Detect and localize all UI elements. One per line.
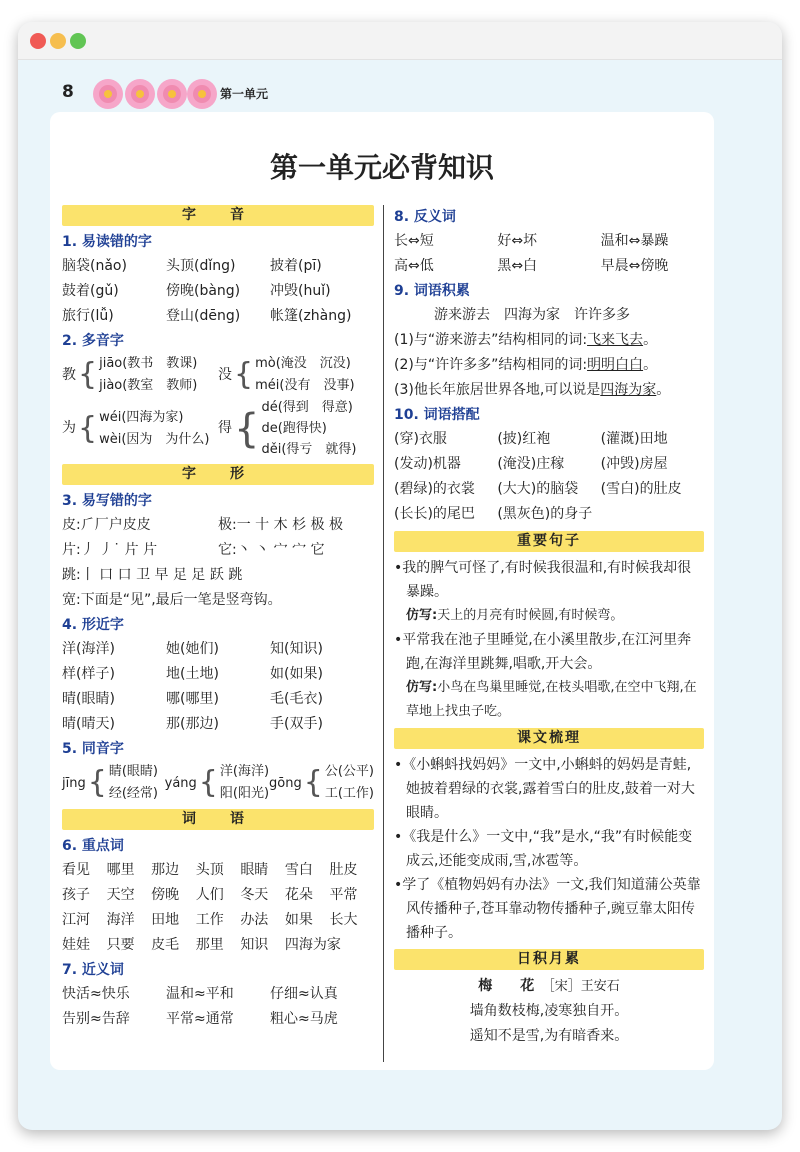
list-row: 旅行(lǚ) 登山(dēng) 帐篷(zhàng) [62, 308, 352, 324]
list-row: 样(样子) 地(土地) 如(如果) [62, 666, 323, 682]
imitation-1: 仿写:天上的月亮有时候圆,有时候弯。 [406, 608, 624, 623]
document-page [50, 112, 714, 1070]
list-row: 晴(晴天) 那(那边) 手(双手) [62, 716, 323, 732]
brace-icon: { [234, 405, 260, 452]
kewen-paragraph-2: •《我是什么》一文中,“我”是水,“我”有时候能变成云,还能变成雨,雪,冰雹等。 [394, 829, 693, 869]
heading-collocations: 10. 词语搭配 [394, 407, 480, 423]
list-row: 快活≈快乐 温和≈平和 仔细≈认真 [62, 986, 338, 1002]
poem-line-2: 遥知不是雪,为有暗香来。 [469, 1028, 629, 1044]
heading-word-accumulation: 9. 词语积累 [394, 283, 470, 299]
flower-decoration-icon [90, 76, 230, 112]
accumulation-q2: (2)与“许许多多”结构相同的词:明明白白。 [394, 357, 658, 373]
close-window-button[interactable] [30, 33, 46, 49]
list-row: 脑袋(nǎo) 头顶(dǐng) 披着(pī) [62, 258, 322, 274]
polyphone-char: 没 [218, 366, 232, 383]
heading-homophones: 5. 同音字 [62, 741, 124, 757]
poem-title-line: 梅 花 ［宋］王安石 [478, 978, 620, 994]
heading-miswritten: 3. 易写错的字 [62, 493, 152, 509]
list-row: (发动)机器 (淹没)庄稼 (冲毁)房屋 [394, 456, 668, 472]
page-title: 第一单元必背知识 [269, 151, 494, 184]
column-divider [383, 205, 384, 1062]
sentence-2: •平常我在池子里睡觉,在小溪里散步,在江河里奔跑,在海洋里跳舞,唱歌,开大会。 [394, 632, 692, 672]
list-row: 鼓着(gǔ) 傍晚(bàng) 冲毁(huǐ) [62, 283, 331, 299]
list-row: (长长)的尾巴 (黑灰色)的身子 [394, 506, 593, 522]
brace-icon: { [78, 357, 98, 392]
brace-icon: { [198, 765, 218, 800]
page-number: 8 [62, 82, 74, 102]
word-row: 娃娃 只要 皮毛 那里 知识 四海为家 [62, 937, 341, 953]
stroke-row: 片:丿 丿˙ 片 片 它:丶 丶 宀 宀 它 [62, 542, 325, 558]
stroke-row: 跳:丨 口 口 卫 早 足 足 跃 跳 [62, 567, 243, 583]
section-banner-kewen: 课文梳理 [394, 728, 704, 749]
list-row: (穿)衣服 (披)红袍 (灌溉)田地 [394, 431, 668, 447]
polyphone-char: 为 [62, 420, 76, 436]
stroke-row: 宽:下面是“见”,最后一笔是竖弯钩。 [62, 592, 282, 608]
section-banner-riji: 日积月累 [394, 949, 704, 970]
polyphone-char: 教 [62, 366, 76, 383]
brace-icon: { [78, 410, 98, 446]
word-row: 孩子 天空 傍晚 人们 冬天 花朵 平常 [62, 887, 358, 903]
kewen-paragraph-1: •《小蝌蚪找妈妈》一文中,小蝌蚪的妈妈是青蛙,她披着碧绿的衣裳,露着雪白的肚皮,鼓着一对大眼睛。 [394, 757, 695, 821]
kewen-paragraph-3: •学了《植物妈妈有办法》一文,我们知道蒲公英靠风传播种子,苍耳靠动物传播种子,豌豆靠太阳传播种子。 [394, 877, 701, 941]
list-row: 晴(眼睛) 哪(哪里) 毛(毛衣) [62, 691, 323, 707]
heading-similar-chars: 4. 形近字 [62, 617, 124, 633]
heading-synonyms: 7. 近义词 [62, 962, 124, 978]
section-banner-ciyu: 词 语 [62, 809, 374, 830]
maximize-window-button[interactable] [70, 33, 86, 49]
heading-key-words: 6. 重点词 [62, 838, 124, 854]
section-banner-ziyin: 字 音 [62, 205, 374, 226]
polyphone-row: 为 { wéi(四海为家) wèi(因为 为什么) 得 { dé(得到 得意) de(跑得快) děi(得亏 就得) [62, 400, 357, 457]
right-column [394, 205, 704, 1049]
list-row: (碧绿)的衣裳 (大大)的脑袋 (雪白)的肚皮 [394, 481, 682, 497]
accumulation-q1: (1)与“游来游去”结构相同的词:飞来飞去。 [394, 332, 658, 348]
word-accumulation-list: 游来游去 四海为家 许许多多 [434, 307, 630, 323]
section-banner-zixing: 字 形 [62, 464, 374, 485]
brace-icon: { [234, 357, 254, 392]
brace-icon: { [87, 765, 107, 800]
polyphone-char: 得 [218, 420, 232, 436]
list-row: 洋(海洋) 她(她们) 知(知识) [62, 641, 323, 657]
poem-line-1: 墙角数枝梅,凌寒独自开。 [469, 1003, 629, 1019]
word-row: 看见 哪里 那边 头顶 眼睛 雪白 肚皮 [62, 862, 358, 878]
title-bar [18, 22, 782, 60]
brace-icon: { [303, 765, 323, 800]
list-row: 长⇔短 好⇔坏 温和⇔暴躁 [394, 233, 669, 249]
homophone-row: jīng { 睛(眼睛) 经(经常) yáng { 洋(海洋) 阳(阳光) gōng { 公(公平) 工(工作) [62, 764, 374, 801]
heading-antonyms: 8. 反义词 [394, 209, 456, 225]
left-column [62, 205, 374, 1032]
heading-polyphone: 2. 多音字 [62, 333, 124, 349]
imitation-2: 仿写:小鸟在鸟巢里睡觉,在枝头唱歌,在空中飞翔,在草地上找虫子吃。 [406, 680, 697, 719]
page-header [62, 76, 362, 112]
list-row: 高⇔低 黑⇔白 早晨⇔傍晚 [394, 258, 669, 274]
list-row: 告别≈告辞 平常≈通常 粗心≈马虎 [62, 1011, 338, 1027]
polyphone-row: 教 { jiāo(教书 教课) jiào(教室 教师) 没 { mò(淹没 沉没) méi(没有 没事) [62, 356, 355, 393]
section-banner-sentences: 重要句子 [394, 531, 704, 552]
minimize-window-button[interactable] [50, 33, 66, 49]
word-row: 江河 海洋 田地 工作 办法 如果 长大 [62, 912, 358, 928]
stroke-row: 皮:⺁厂户皮皮 极:一 十 木 杉 极 极 [62, 517, 343, 533]
accumulation-q3: (3)他长年旅居世界各地,可以说是四海为家。 [394, 382, 671, 398]
heading-misread: 1. 易读错的字 [62, 234, 152, 250]
unit-label: 第一单元 [220, 87, 269, 101]
sentence-1: •我的脾气可怪了,有时候我很温和,有时候我却很暴躁。 [394, 560, 692, 600]
